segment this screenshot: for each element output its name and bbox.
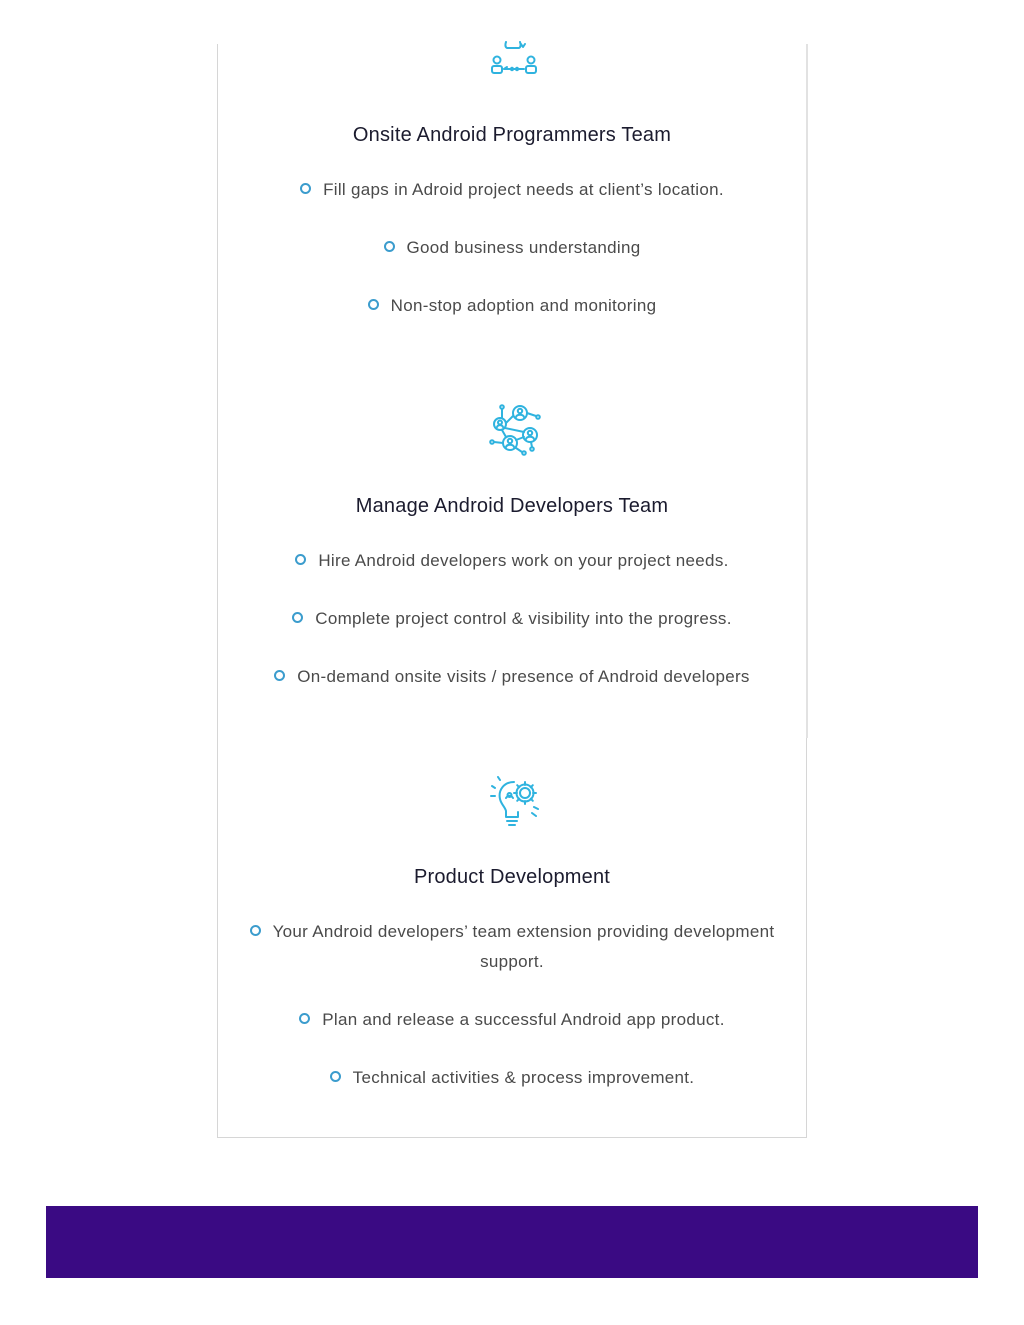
list-item: [218, 1063, 806, 1093]
feature-text: Your Android developers’ team extension providing development support.: [272, 922, 775, 971]
feature-text: Plan and release a successful Android app product.: [322, 1010, 725, 1029]
footer-band: [46, 1206, 978, 1278]
feature-list: [218, 546, 806, 692]
ring-bullet-icon: [368, 299, 379, 310]
service-title: Manage Android Developers Team: [355, 495, 669, 517]
list-item: [218, 291, 806, 321]
list-item: [218, 917, 806, 977]
feature-text: Technical activities & process improvement.: [352, 1068, 695, 1087]
ring-bullet-icon: [250, 925, 261, 936]
service-title: Onsite Android Programmers Team: [352, 124, 672, 146]
ring-bullet-icon: [274, 670, 285, 681]
scrollbar[interactable]: [806, 44, 808, 738]
list-item: [218, 1005, 806, 1035]
feature-list: [218, 175, 806, 321]
list-item: [218, 175, 806, 205]
network-people-icon: [488, 402, 540, 454]
feature-text: Non-stop adoption and monitoring: [390, 296, 657, 315]
list-item: [218, 604, 806, 634]
ring-bullet-icon: [300, 183, 311, 194]
ring-bullet-icon: [292, 612, 303, 623]
service-title: Product Development: [413, 866, 611, 888]
services-card: [217, 44, 807, 1138]
feature-text: Good business understanding: [406, 238, 641, 257]
list-item: [218, 233, 806, 263]
list-item: [218, 662, 806, 692]
feature-list: [218, 917, 806, 1093]
feature-text: On-demand onsite visits / presence of Android developers: [297, 667, 750, 686]
ring-bullet-icon: [295, 554, 306, 565]
ring-bullet-icon: [299, 1013, 310, 1024]
feature-text: Hire Android developers work on your project needs.: [318, 551, 729, 570]
team-transfer-icon: [488, 36, 540, 88]
lightbulb-gear-icon: [488, 774, 540, 826]
ring-bullet-icon: [330, 1071, 341, 1082]
feature-text: Fill gaps in Adroid project needs at client’s location.: [323, 180, 724, 199]
list-item: [218, 546, 806, 576]
feature-text: Complete project control & visibility into the progress.: [315, 609, 732, 628]
ring-bullet-icon: [384, 241, 395, 252]
